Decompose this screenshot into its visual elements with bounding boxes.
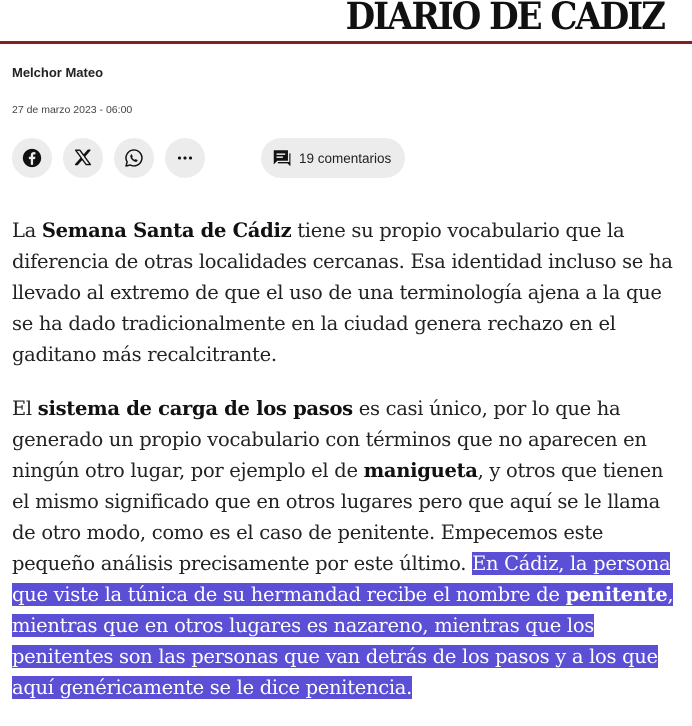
share-facebook-button[interactable] (12, 138, 52, 178)
comment-icon (271, 147, 293, 169)
facebook-icon (21, 147, 43, 169)
comments-count: 19 comentarios (299, 150, 392, 166)
x-icon (72, 147, 94, 169)
masthead (0, 0, 692, 44)
bold-term-manigueta: manigueta (363, 459, 478, 482)
paragraph-2: El sistema de carga de los pasos es casi único, por lo que ha generado un propio vocabulario con términos que no aparecen en ningún otro lugar, por ejemplo el de manigueta, y otros que tienen el mismo significado que en otros lugares pero que aquí se le llama de otro modo, como es el caso de penitente. Empecemos este pequeño análisis precisamente por este último. En Cádiz, la persona que viste la túnica de su hermandad recibe el nombre de penitente, mientras que en otros lugares es nazareno, mientras que los penitentes son las personas que van detrás de los pasos y a los que aquí genéricamente se le dice penitencia. (12, 397, 674, 699)
more-icon (174, 147, 196, 169)
site-logo[interactable]: DIARIO DE CADIZ (345, 0, 664, 38)
whatsapp-icon (123, 147, 145, 169)
comments-button[interactable] (261, 138, 405, 178)
bold-term-semana-santa: Semana Santa de Cádiz (41, 219, 292, 242)
publish-date: 27 de marzo 2023 - 06:00 (12, 104, 133, 116)
author-name[interactable]: Melchor Mateo (12, 65, 104, 80)
share-more-button[interactable] (165, 138, 205, 178)
paragraph-1: La Semana Santa de Cádiz tiene su propio vocabulario que la diferencia de otras localidades cercanas. Esa identidad incluso se ha llevado al extremo de que el uso de una terminología ajena a la que se ha dado tradicionalmente en la ciudad genera rechazo en el gaditano más recalcitrante. (12, 219, 673, 366)
share-whatsapp-button[interactable] (114, 138, 154, 178)
share-x-button[interactable] (63, 138, 103, 178)
selected-text[interactable]: En Cádiz, la persona que viste la túnica de su hermandad recibe el nombre de penitente, mientras que en otros lugares es nazareno, mientras que los penitentes son las personas que van detrás de los pasos y a los que aquí genéricamente se le dice penitencia. (12, 552, 674, 699)
bold-term-sistema-carga: sistema de carga de los pasos (37, 397, 353, 420)
article-body (12, 215, 680, 726)
bold-term-penitente: penitente (565, 583, 668, 606)
